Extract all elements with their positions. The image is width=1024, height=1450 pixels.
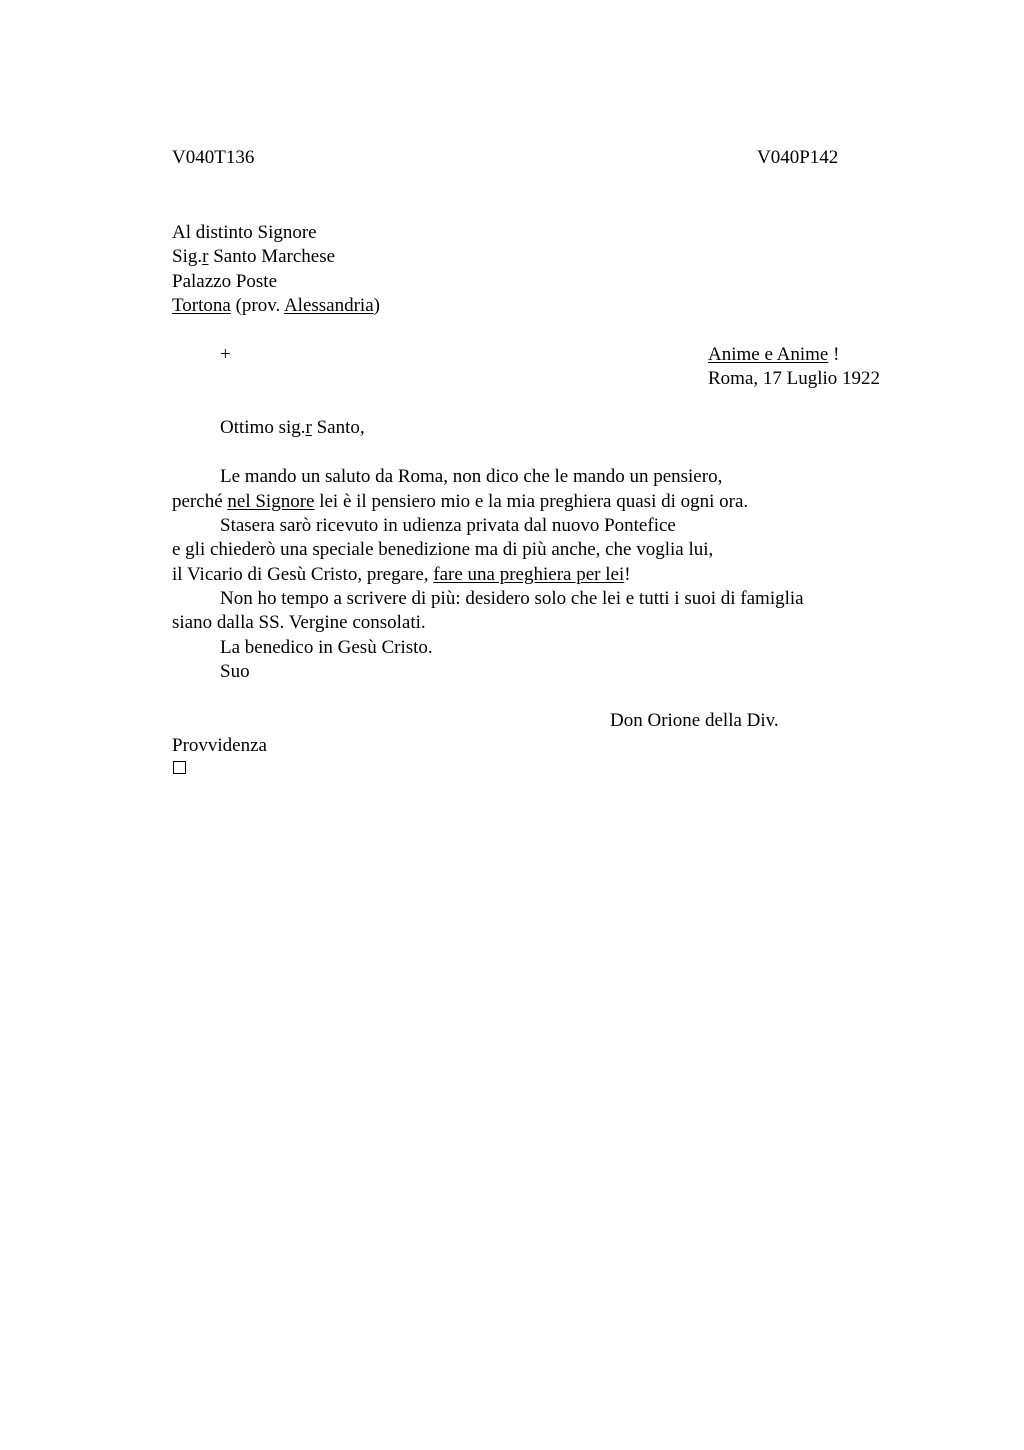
address-mid: (prov.: [230, 295, 284, 316]
body-underlined: fare una preghiera per lei: [433, 564, 625, 585]
greeting-prefix: Ottimo sig.: [220, 417, 306, 438]
body-text: !: [624, 564, 631, 585]
body-text: lei è il pensiero mio e la mia preghiera quasi di ogni ora.: [314, 491, 749, 512]
signature-line-2: Provvidenza: [172, 735, 267, 756]
address-end: ): [373, 295, 380, 316]
address-name: Santo Marchese: [208, 246, 336, 267]
body-text: il Vicario di Gesù Cristo, pregare,: [172, 564, 434, 585]
signature-line-1: Don Orione della Div.: [610, 710, 779, 731]
body-line: [172, 490, 748, 514]
address-abbr: Sig.: [172, 246, 203, 267]
greeting-sup: r: [305, 417, 312, 438]
body-line: Le mando un saluto da Roma, non dico che le mando un pensiero,: [220, 466, 723, 487]
address-line-4: [172, 294, 380, 318]
document-code-right: V040P142: [757, 147, 839, 168]
address-city: Tortona: [172, 295, 231, 316]
closing: Suo: [220, 661, 250, 682]
motto-text: Anime e Anime: [708, 344, 829, 365]
address-line-2: [172, 245, 335, 269]
address-province: Alessandria: [283, 295, 374, 316]
square-icon: [173, 761, 186, 774]
body-underlined: nel Signore: [227, 491, 315, 512]
body-line: Stasera sarò ricevuto in udienza privata dal nuovo Pontefice: [220, 515, 676, 536]
date-line: Roma, 17 Luglio 1922: [708, 368, 881, 389]
cross-symbol: +: [220, 344, 231, 365]
body-line: Non ho tempo a scrivere di più: desidero solo che lei e tutti i suoi di famiglia: [220, 588, 804, 609]
address-abbr-sup: r: [202, 246, 209, 267]
motto: [708, 343, 839, 367]
body-line: La benedico in Gesù Cristo.: [220, 637, 433, 658]
document-code-left: V040T136: [172, 147, 255, 168]
address-line-3: Palazzo Poste: [172, 271, 278, 292]
body-text: perché: [172, 491, 228, 512]
body-line: e gli chiederò una speciale benedizione ma di più anche, che voglia lui,: [172, 539, 714, 560]
motto-exclaim: !: [828, 344, 840, 365]
body-line: [172, 563, 631, 587]
greeting-suffix: Santo,: [311, 417, 365, 438]
greeting: [220, 416, 365, 440]
address-line-1: Al distinto Signore: [172, 222, 317, 243]
body-line: siano dalla SS. Vergine consolati.: [172, 612, 426, 633]
